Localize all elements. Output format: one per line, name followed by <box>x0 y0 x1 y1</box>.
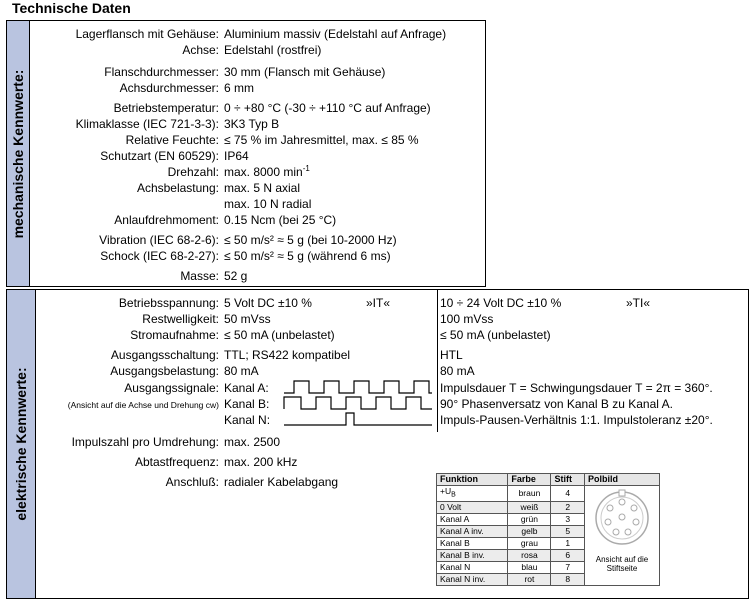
signal-note-3: Impuls-Pausen-Verhältnis 1:1. Impulstoleranz ±20°. <box>440 413 713 427</box>
pin-stift: 2 <box>551 501 585 513</box>
mech-label: Klimaklasse (IEC 721-3-3): <box>75 117 219 131</box>
mech-label: Flanschdurchmesser: <box>104 65 219 79</box>
mech-label: Relative Feuchte: <box>125 133 219 147</box>
pin-funktion: Kanal N inv. <box>437 573 508 585</box>
pin-header-polbild: Polbild <box>585 474 660 486</box>
mech-label: Achsdurchmesser: <box>119 81 219 95</box>
mech-label: Achse: <box>182 43 219 57</box>
elec-label: Abtastfrequenz: <box>134 455 219 469</box>
pin-stift: 4 <box>551 486 585 502</box>
pin-funktion: Kanal B inv. <box>437 549 508 561</box>
pin-farbe: blau <box>508 561 551 573</box>
pin-header-stift: Stift <box>551 474 585 486</box>
mech-value: 3K3 Typ B <box>224 117 280 131</box>
mech-label: Schutzart (EN 60529): <box>100 149 219 163</box>
elec-label: Anschluß: <box>165 475 219 489</box>
elec-label: Ausgangsbelastung: <box>110 364 219 378</box>
signal-waveforms <box>282 379 434 429</box>
connector-pinout-icon <box>589 488 655 552</box>
mech-value: 52 g <box>224 269 248 283</box>
pin-header-farbe: Farbe <box>508 474 551 486</box>
page-title: Technische Daten <box>12 0 131 16</box>
column-divider <box>437 290 438 432</box>
pin-stift: 7 <box>551 561 585 573</box>
signal-note-1: Impulsdauer T = Schwingungsdauer T = 2π = 360°. <box>440 381 713 395</box>
mech-value: 6 mm <box>224 81 254 95</box>
pin-funktion: 0 Volt <box>437 501 508 513</box>
pin-stift: 5 <box>551 525 585 537</box>
channel-a-label: Kanal A: <box>224 381 269 395</box>
pin-farbe: grün <box>508 513 551 525</box>
elec-value: radialer Kabelabgang <box>224 475 339 489</box>
pin-funktion: $+U_B$ <box>437 486 508 502</box>
channel-b-waveform <box>284 397 432 409</box>
mech-value: ≤ 50 m/s² ≈ 5 g (während 6 ms) <box>224 249 391 263</box>
mech-label: Vibration (IEC 68-2-6): <box>99 233 219 247</box>
mech-value: max. 8000 $\min^{-1}$ <box>224 164 310 179</box>
elec-value-it: TTL; RS422 kompatibel <box>224 348 351 362</box>
elec-value-it: 5 Volt DC ±10 % <box>224 296 312 310</box>
elec-value-ti: 10 ÷ 24 Volt DC ±10 % <box>440 296 562 310</box>
mech-value: max. 5 N axial <box>224 181 301 195</box>
mech-value: IP64 <box>224 149 249 163</box>
mech-value: Aluminium massiv (Edelstahl auf Anfrage) <box>224 27 447 41</box>
elec-label: Betriebsspannung: <box>118 296 219 310</box>
pin-funktion: Kanal B <box>437 537 508 549</box>
polbild-caption: Ansicht auf die Stiftseite <box>595 555 649 573</box>
mech-value: 0.15 Ncm (bei 25 °C) <box>224 213 337 227</box>
signals-sub-label: (Ansicht auf die Achse und Drehung cw) <box>67 400 219 410</box>
mech-label: Drehzahl: <box>167 165 219 179</box>
mech-label: Anlaufdrehmoment: <box>114 213 219 227</box>
pin-stift: 1 <box>551 537 585 549</box>
mech-value: Edelstahl (rostfrei) <box>224 43 322 57</box>
tag-ti: »TI« <box>626 296 651 310</box>
channel-n-label: Kanal N: <box>224 413 271 427</box>
tag-it: »IT« <box>366 296 391 310</box>
elec-value-it: 50 mVss <box>224 312 271 326</box>
mech-label: Lagerflansch mit Gehäuse: <box>75 27 219 41</box>
pin-header-funktion: Funktion <box>437 474 508 486</box>
signal-note-2: 90° Phasenversatz von Kanal B zu Kanal A. <box>440 397 673 411</box>
elec-value-ti: 80 mA <box>440 364 475 378</box>
pin-farbe: braun <box>508 486 551 502</box>
mech-label: Schock (IEC 68-2-27): <box>100 249 219 263</box>
pin-table-row <box>437 486 660 502</box>
pin-table <box>436 473 660 586</box>
pin-farbe: rosa <box>508 549 551 561</box>
pin-funktion: Kanal A inv. <box>437 525 508 537</box>
pin-funktion: Kanal A <box>437 513 508 525</box>
pin-stift: 6 <box>551 549 585 561</box>
mech-value-sup: -1 <box>302 164 310 173</box>
mech-value: ≤ 75 % im Jahresmittel, max. ≤ 85 % <box>224 133 419 147</box>
channel-a-waveform <box>284 381 432 393</box>
elec-value: max. 200 kHz <box>224 455 298 469</box>
elec-value: max. 2500 <box>224 435 281 449</box>
channel-b-label: Kanal B: <box>224 397 270 411</box>
elec-label: Restwelligkeit: <box>142 312 219 326</box>
elec-value-it: ≤ 50 mA (unbelastet) <box>224 328 335 342</box>
pin-stift: 8 <box>551 573 585 585</box>
elec-label: Impulszahl pro Umdrehung: <box>71 435 219 449</box>
electrical-section <box>6 289 749 599</box>
channel-n-waveform <box>284 413 432 425</box>
elec-value-ti: 100 mVss <box>440 312 494 326</box>
pin-farbe: gelb <box>508 525 551 537</box>
mech-value: ≤ 50 m/s² ≈ 5 g (bei 10-2000 Hz) <box>224 233 397 247</box>
pin-farbe: grau <box>508 537 551 549</box>
mech-label: Masse: <box>180 269 219 283</box>
mech-label: Achsbelastung: <box>136 181 219 195</box>
elec-label: Stromaufnahme: <box>130 328 219 342</box>
pin-farbe: weiß <box>508 501 551 513</box>
elec-label: Ausgangsschaltung: <box>110 348 219 362</box>
pin-farbe: rot <box>508 573 551 585</box>
pin-funktion: Kanal N <box>437 561 508 573</box>
mechanical-section <box>6 20 486 287</box>
signals-label: Ausgangssignale: <box>124 381 219 395</box>
mech-value: max. 10 N radial <box>224 197 312 211</box>
mech-value: 30 mm (Flansch mit Gehäuse) <box>224 65 386 79</box>
elec-value-ti: ≤ 50 mA (unbelastet) <box>440 328 551 342</box>
electrical-side-label: elektrische Kennwerte: <box>7 290 36 598</box>
polbild-cell <box>585 486 660 586</box>
mech-label: Betriebstemperatur: <box>113 101 219 115</box>
pin-stift: 3 <box>551 513 585 525</box>
elec-value-it: 80 mA <box>224 364 259 378</box>
mech-value: 0 ÷ +80 °C (-30 ÷ +110 °C auf Anfrage) <box>224 101 431 115</box>
mechanical-side-label: mechanische Kennwerte: <box>7 21 30 286</box>
elec-value-ti: HTL <box>440 348 463 362</box>
